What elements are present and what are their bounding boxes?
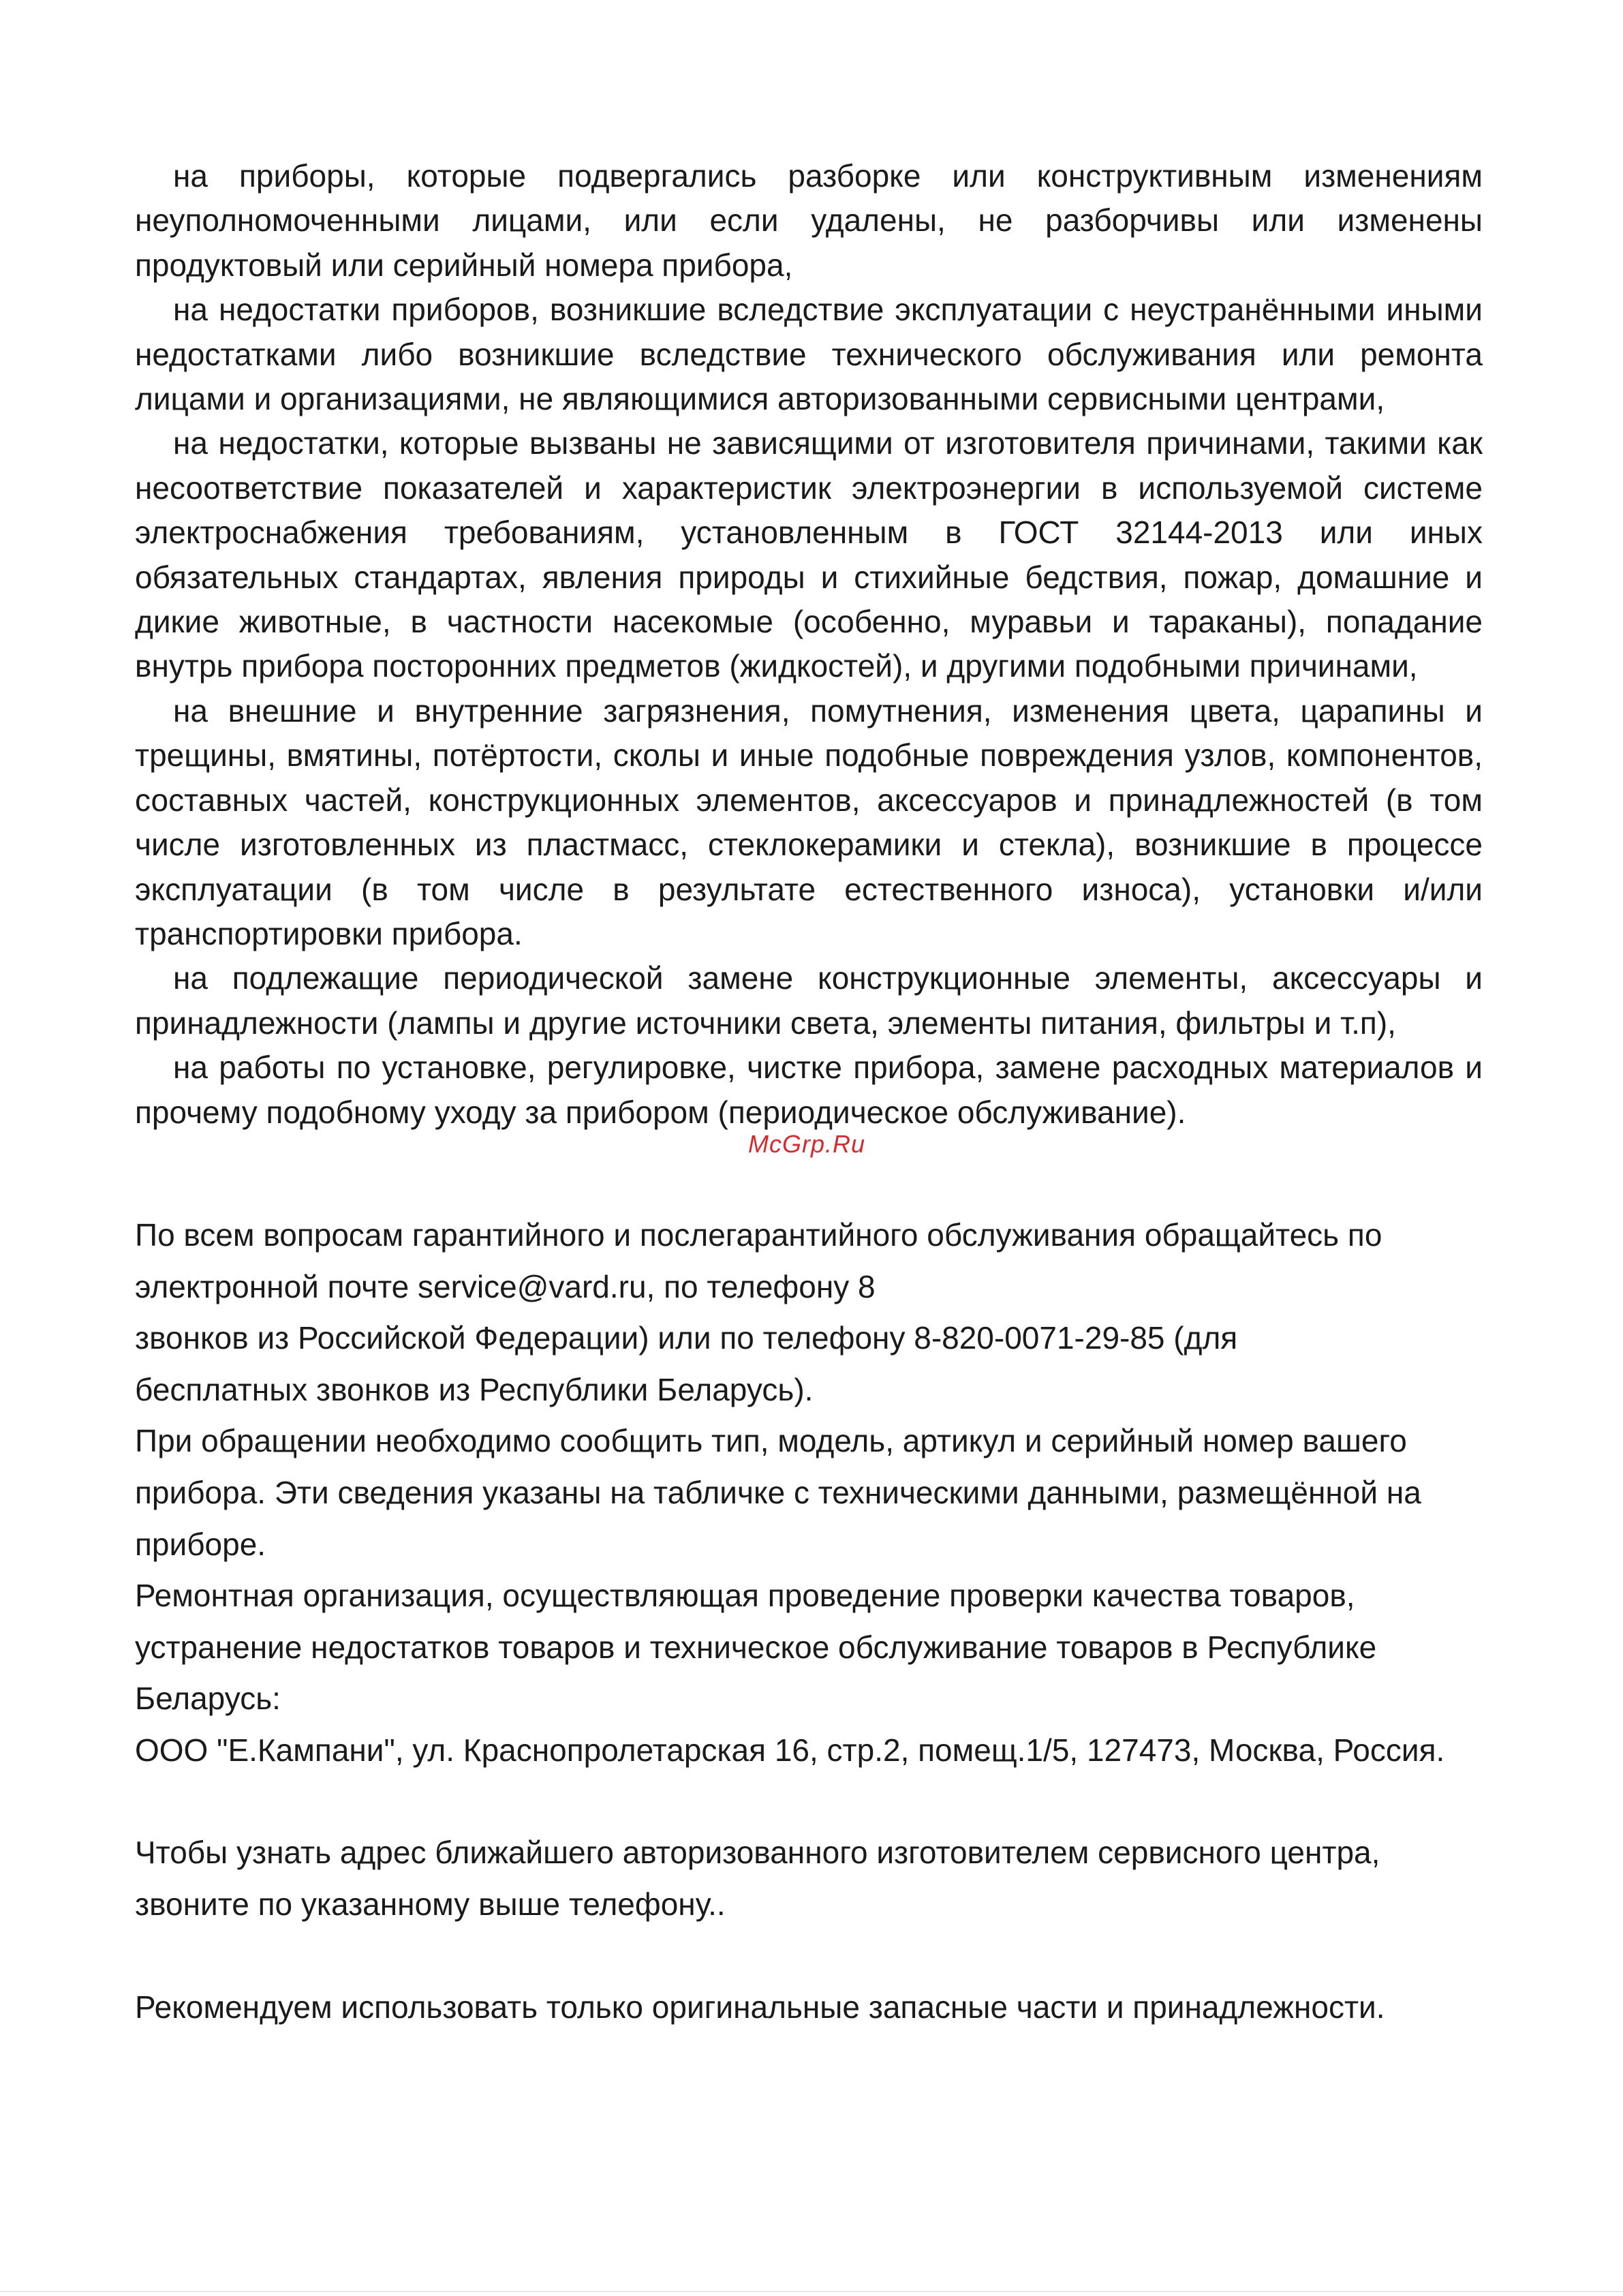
nearest-center-line: Чтобы узнать адрес ближайшего авторизованного изготовителем сервисного центра, [135, 1835, 1380, 1871]
exclusion-item: на работы по установке, регулировке, чистке прибора, замене расходных материалов и прочему подобному уходу за прибором (периодическое обслуживание). [135, 1050, 1483, 1130]
paragraph-gap [135, 1776, 1483, 1827]
nearest-center-line: звоните по указанному выше телефону.. [135, 1886, 726, 1923]
paragraph-gap [135, 1931, 1483, 1982]
exclusion-item: на подлежащие периодической замене конструкционные элементы, аксессуары и принадлежности (лампы и другие источники света, элементы питания, фильтры и т.п), [135, 960, 1483, 1041]
repair-org-line: Беларусь: [135, 1681, 281, 1717]
service-info-section [135, 1210, 1483, 2033]
repair-org-address: ООО "Е.Кампани", ул. Краснопролетарская 16, стр.2, помещ.1/5, 127473, Москва, Россия. [135, 1732, 1445, 1768]
required-info-line: При обращении необходимо сообщить тип, модель, артикул и серийный номер вашего [135, 1423, 1407, 1459]
exclusion-item: на недостатки, которые вызваны не зависящими от изготовителя причинами, такими как несоответствие показателей и характеристик электроэнергии в используемой системе электроснабжения требованиям, установленным в ГОСТ 32144-2013 или иных обязательных стандартах, явления природы и стихийные бедствия, пожар, домашние и дикие животные, в частности насекомые (особенно, муравьи и тараканы), попадание внутрь прибора посторонних предметов (жидкостей), и другими подобными причинами, [135, 425, 1483, 684]
exclusion-item: на приборы, которые подвергались разборке или конструктивным изменениям неуполномоченными лицами, или если удалены, не разборчивы или изменены продуктовый или серийный номера прибора, [135, 158, 1483, 283]
warranty-exclusions-list [135, 154, 1483, 1135]
recommendation-text: Рекомендуем использовать только оригинальные запасные части и принадлежности. [135, 1989, 1385, 2025]
repair-org-line: устранение недостатков товаров и техническое обслуживание товаров в Республике [135, 1629, 1377, 1665]
repair-org-line: Ремонтная организация, осуществляющая проведение проверки качества товаров, [135, 1578, 1355, 1614]
required-info-line: прибора. Эти сведения указаны на табличке с техническими данными, размещённой на [135, 1474, 1421, 1510]
contact-line: бесплатных звонков из Республики Беларусь). [135, 1371, 814, 1407]
footer-divider [0, 2291, 1623, 2292]
exclusion-item: на недостатки приборов, возникшие вследствие эксплуатации с неустранёнными иными недостатками либо возникшие вследствие технического обслуживания или ремонта лицами и организациями, не являющимися авторизованными сервисными центрами, [135, 292, 1483, 417]
contact-line: звонков из Российской Федерации) или по телефону 8-820-0071-29-85 (для [135, 1320, 1238, 1356]
contact-line: По всем вопросам гарантийного и послегарантийного обслуживания обращайтесь по [135, 1216, 1382, 1253]
watermark-text: McGrp.Ru [748, 1130, 866, 1158]
required-info-line: приборе. [135, 1526, 266, 1562]
contact-line: электронной почте service@vard.ru, по телефону 8 [135, 1268, 876, 1304]
page-content [135, 154, 1483, 2033]
exclusion-item: на внешние и внутренние загрязнения, помутнения, изменения цвета, царапины и трещины, вмятины, потёртости, сколы и иные подобные повреждения узлов, компонентов, составных частей, конструкционных элементов, аксессуаров и принадлежностей (в том числе изготовленных из пластмасс, стеклокерамики и стекла), возникшие в процессе эксплуатации (в том числе в результате естественного износа), установки и/или транспортировки прибора. [135, 692, 1483, 951]
